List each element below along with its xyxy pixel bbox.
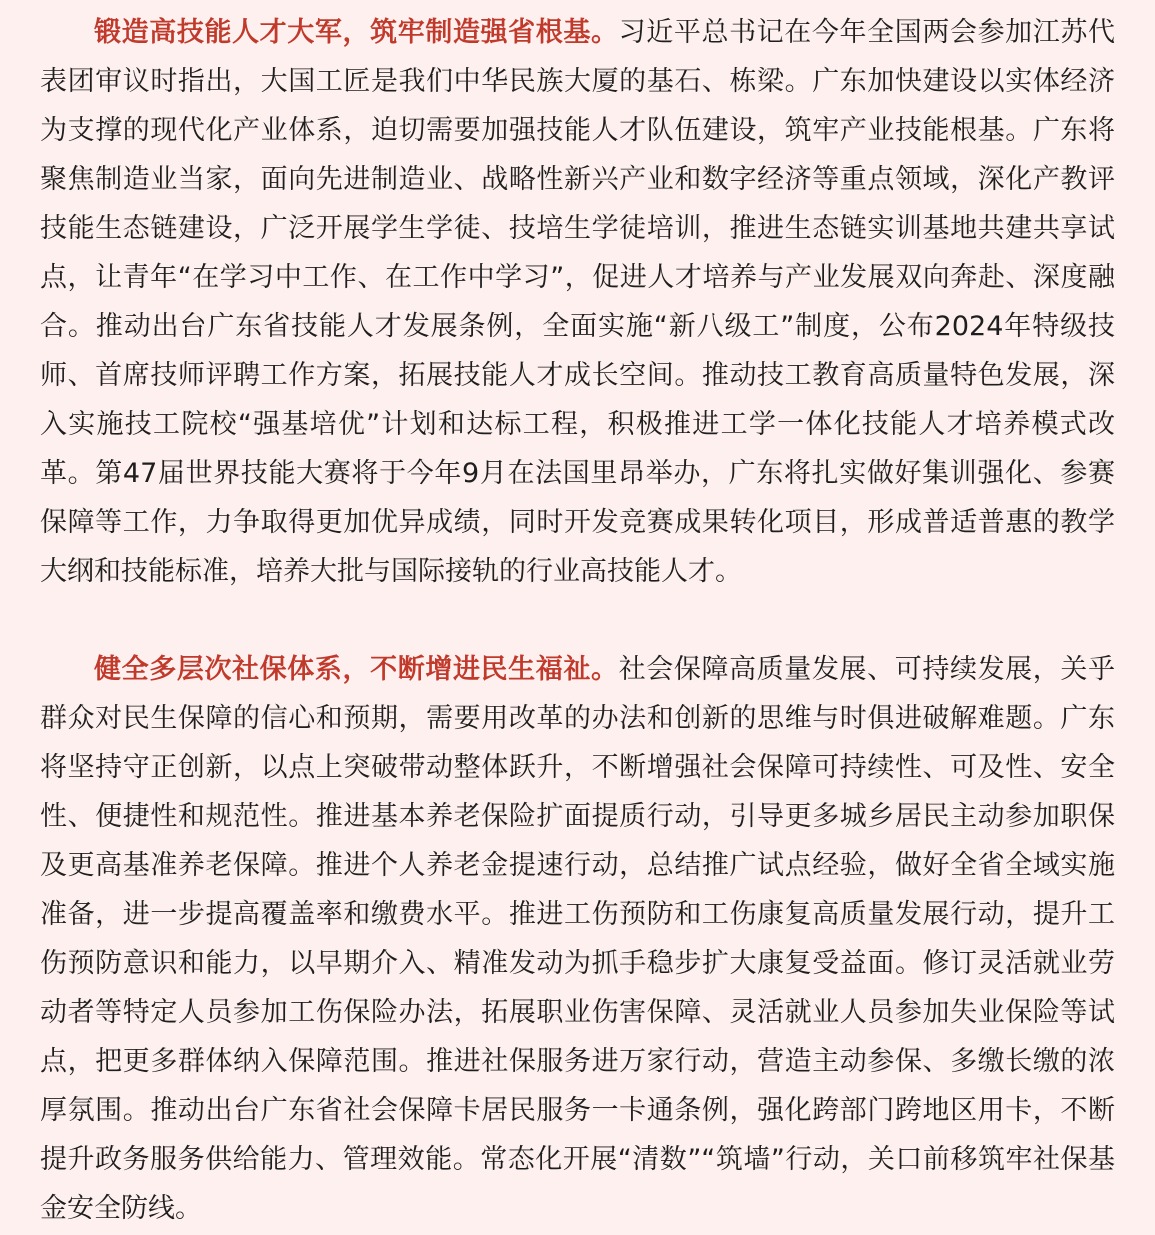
paragraph-body-text: 习近平总书记在今年全国两会参加江苏代表团审议时指出，大国工匠是我们中华民族大厦的基石、栋梁。广东加快建设以实体经济为支撑的现代化产业体系，迫切需要加强技能人才队伍建设，筑牢产业技能根基。广东将聚焦制造业当家，面向先进制造业、战略性新兴产业和数字经济等重点领域，深化产教评技能生态链建设，广泛开展学生学徒、技培生学徒培训，推进生态链实训基地共建共享试点，让青年“在学习中工作、在工作中学习”，促进人才培养与产业发展双向奔赴、深度融合。推动出台广东省技能人才发展条例，全面实施“新八级工”制度，公布2024年特级技师、首席技师评聘工作方案，拓展技能人才成长空间。推动技工教育高质量特色发展，深入实施技工院校“强基培优”计划和达标工程，积极推进工学一体化技能人才培养模式改革。第47届世界技能大赛将于今年9月在法国里昂举办，广东将扎实做好集训强化、参赛保障等工作，力争取得更加优异成绩，同时开发竞赛成果转化项目，形成普适普惠的教学大纲和技能标准，培养大批与国际接轨的行业高技能人才。 [40, 17, 1116, 587]
paragraph-lead-heading: 健全多层次社保体系，不断增进民生福祉。 [94, 654, 619, 685]
paragraph-body-text: 社会保障高质量发展、可持续发展，关乎群众对民生保障的信心和预期，需要用改革的办法和创新的思维与时俱进破解难题。广东将坚持守正创新，以点上突破带动整体跃升，不断增强社会保障可持续性、可及性、安全性、便捷性和规范性。推进基本养老保险扩面提质行动，引导更多城乡居民主动参加职保及更高基准养老保障。推进个人养老金提速行动，总结推广试点经验，做好全省全域实施准备，进一步提高覆盖率和缴费水平。推进工伤预防和工伤康复高质量发展行动，提升工伤预防意识和能力，以早期介入、精准发动为抓手稳步扩大康复受益面。修订灵活就业劳动者等特定人员参加工伤保险办法，拓展职业伤害保障、灵活就业人员参加失业保险等试点，把更多群体纳入保障范围。推进社保服务进万家行动，营造主动参保、多缴长缴的浓厚氛围。推动出台广东省社会保障卡居民服务一卡通条例，强化跨部门跨地区用卡，不断提升政务服务供给能力、管理效能。常态化开展“清数”“筑墙”行动，关口前移筑牢社保基金安全防线。 [40, 654, 1116, 1224]
paragraph-skills-talent [40, 8, 1115, 596]
paragraph-lead-heading: 锻造高技能人才大军，筑牢制造强省根基。 [94, 17, 619, 48]
paragraph-social-security [40, 645, 1115, 1233]
